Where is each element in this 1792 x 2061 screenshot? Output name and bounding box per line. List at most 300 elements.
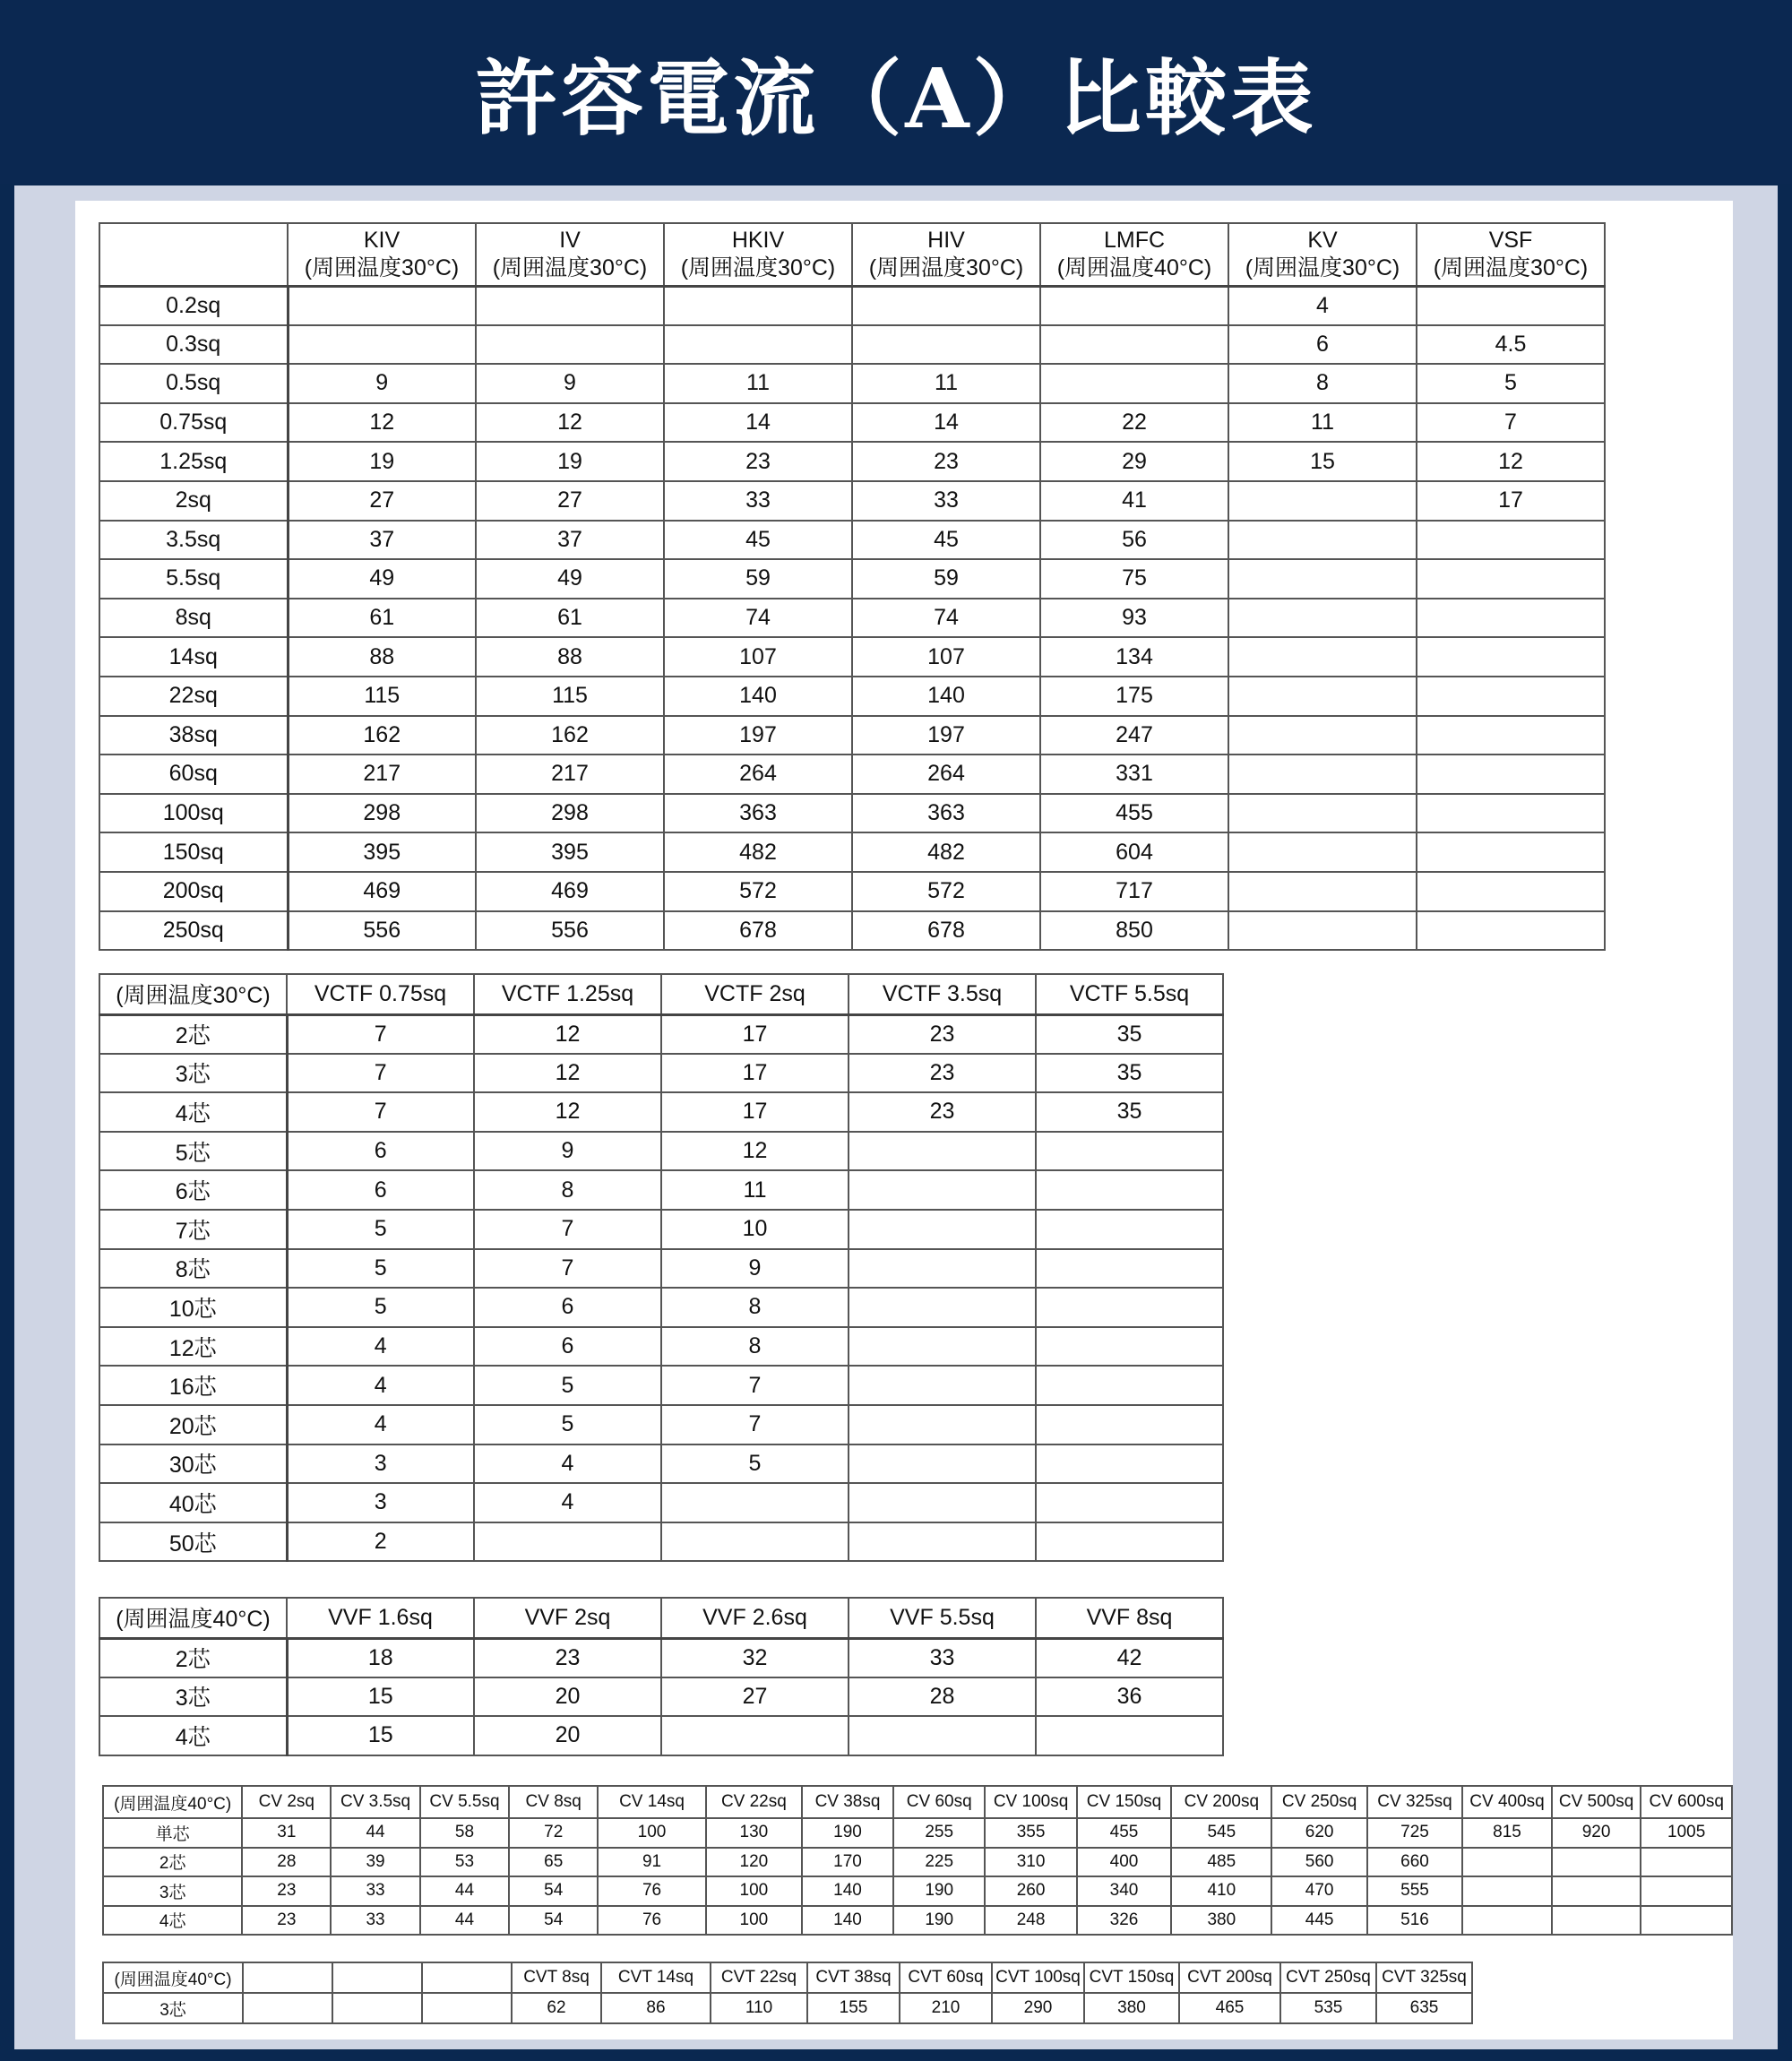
table-cell: [1417, 716, 1605, 755]
table-cell: 20: [474, 1716, 661, 1755]
table-cell: [1228, 481, 1417, 521]
column-header: CV 2sq: [242, 1786, 331, 1818]
table-cell: 660: [1367, 1848, 1462, 1877]
table-vvf: [99, 1597, 1224, 1756]
table-cell: 58: [420, 1818, 509, 1848]
table-cell: 49: [288, 559, 476, 599]
column-header: CVT 250sq: [1280, 1962, 1376, 1993]
table-row: [99, 1132, 1223, 1171]
table-cell: [664, 286, 852, 325]
table-cell: 35: [1036, 1014, 1223, 1054]
row-label: 50芯: [99, 1522, 287, 1562]
table-cell: 93: [1040, 599, 1228, 638]
table-cell: 5: [287, 1249, 474, 1289]
table-cell: 61: [288, 599, 476, 638]
table-cell: [1417, 911, 1605, 951]
table-cell: [849, 1288, 1036, 1327]
table-cell: 395: [288, 832, 476, 872]
row-label: 5芯: [99, 1132, 287, 1171]
table-cell: 6: [287, 1170, 474, 1210]
table-cell: [1036, 1327, 1223, 1367]
table-cell: [849, 1716, 1036, 1755]
column-header: [422, 1962, 512, 1993]
table-row: [103, 1818, 1732, 1848]
row-label: 1.25sq: [99, 442, 288, 481]
column-header: CV 38sq: [802, 1786, 893, 1818]
table-cell: [332, 1993, 422, 2023]
table-cell: 32: [661, 1638, 849, 1677]
row-label: 4芯: [103, 1906, 242, 1936]
table-cell: 556: [288, 911, 476, 951]
table-cell: 298: [288, 794, 476, 833]
table-cell: 247: [1040, 716, 1228, 755]
table-cell: 395: [476, 832, 664, 872]
column-header: VVF 2.6sq: [661, 1598, 849, 1638]
table-row: [103, 1906, 1732, 1936]
table-cell: 17: [661, 1054, 849, 1093]
column-header: [332, 1962, 422, 1993]
row-label: 2芯: [99, 1638, 287, 1677]
table-cell: 27: [288, 481, 476, 521]
table-cell: 4: [474, 1483, 661, 1522]
table-cell: [852, 325, 1040, 365]
table-cell: 18: [287, 1638, 474, 1677]
table-row: [99, 1327, 1223, 1367]
table-cell: [1228, 677, 1417, 716]
column-header: CV 325sq: [1367, 1786, 1462, 1818]
table-cell: 45: [664, 521, 852, 560]
table-cell: 465: [1179, 1993, 1280, 2023]
column-header: CV 200sq: [1171, 1786, 1271, 1818]
column-header-name: VSF: [1488, 227, 1533, 253]
table-cell: 54: [509, 1876, 598, 1906]
table-cell: 4: [287, 1366, 474, 1405]
table-cell: 7: [661, 1366, 849, 1405]
table-cell: 54: [509, 1906, 598, 1936]
row-label: 3芯: [99, 1054, 287, 1093]
table-cell: 140: [802, 1876, 893, 1906]
table-row: [99, 521, 1605, 560]
table-cell: [1641, 1906, 1732, 1936]
table-cell: 134: [1040, 637, 1228, 677]
row-label: 12芯: [99, 1327, 287, 1367]
table-cell: 5: [661, 1444, 849, 1484]
column-header-temp: (周囲温度30°C): [868, 254, 1024, 280]
table-cell: 100: [598, 1818, 706, 1848]
table-cell: [474, 1522, 661, 1562]
table-cell: [661, 1483, 849, 1522]
table-cell: [1036, 1405, 1223, 1444]
table-cell: 7: [287, 1054, 474, 1093]
table-cell: 7: [474, 1210, 661, 1249]
table-cell: 45: [852, 521, 1040, 560]
table-cell: 88: [476, 637, 664, 677]
table-cell: [288, 325, 476, 365]
column-header: [1228, 223, 1417, 286]
table-cell: 572: [852, 872, 1040, 911]
table-cell: 6: [474, 1327, 661, 1367]
table-cell: 100: [706, 1876, 802, 1906]
table-cell: 15: [287, 1677, 474, 1717]
table-cell: 678: [852, 911, 1040, 951]
table-cell: 620: [1271, 1818, 1366, 1848]
table-cell: 53: [420, 1848, 509, 1877]
table-cell: 9: [476, 364, 664, 403]
column-header: CV 150sq: [1077, 1786, 1171, 1818]
table-cell: 326: [1077, 1906, 1171, 1936]
table-cell: 74: [664, 599, 852, 638]
row-label: 14sq: [99, 637, 288, 677]
header-row: [103, 1786, 1732, 1818]
table-cell: 76: [598, 1906, 706, 1936]
column-header-temp: (周囲温度30°C): [492, 254, 648, 280]
column-header-name: IV: [559, 227, 581, 253]
column-header: [1417, 223, 1605, 286]
table-cell: 11: [664, 364, 852, 403]
corner-cell: (周囲温度40°C): [103, 1962, 243, 1993]
table-cell: [1036, 1288, 1223, 1327]
table-cell: [849, 1405, 1036, 1444]
table-row: [99, 1170, 1223, 1210]
table-cell: [1040, 364, 1228, 403]
table-cell: [1036, 1716, 1223, 1755]
table-cell: [849, 1483, 1036, 1522]
table-row: [99, 1366, 1223, 1405]
table-row: [99, 1014, 1223, 1054]
row-label: 2sq: [99, 481, 288, 521]
header-row: [99, 1598, 1223, 1638]
table-cell: 190: [802, 1818, 893, 1848]
row-label: 3芯: [103, 1876, 242, 1906]
table-row: [99, 755, 1605, 794]
table-row: [99, 403, 1605, 443]
table-cell: [1417, 559, 1605, 599]
table-cell: 7: [661, 1405, 849, 1444]
table-cell: [1228, 599, 1417, 638]
table-cell: 23: [852, 442, 1040, 481]
table-row: [99, 599, 1605, 638]
table-cell: 33: [331, 1906, 419, 1936]
table-cell: 635: [1376, 1993, 1472, 2023]
table-row: [99, 481, 1605, 521]
table-cell: 6: [1228, 325, 1417, 365]
column-header-name: HKIV: [731, 227, 785, 253]
table-row: [99, 1405, 1223, 1444]
table-cell: [1228, 521, 1417, 560]
table-cell: 11: [852, 364, 1040, 403]
table-cell: 120: [706, 1848, 802, 1877]
table-cell: 410: [1171, 1876, 1271, 1906]
column-header: CV 400sq: [1462, 1786, 1552, 1818]
column-header: CV 100sq: [985, 1786, 1077, 1818]
column-header: CV 5.5sq: [420, 1786, 509, 1818]
table-cell: [849, 1444, 1036, 1484]
table-cell: [476, 286, 664, 325]
column-header: CV 22sq: [706, 1786, 802, 1818]
table-cell: 355: [985, 1818, 1077, 1848]
table-cell: 717: [1040, 872, 1228, 911]
table-cell: [1228, 755, 1417, 794]
column-header: CV 500sq: [1552, 1786, 1641, 1818]
table-cell: 76: [598, 1876, 706, 1906]
table-cell: 12: [1417, 442, 1605, 481]
table-cell: 4: [287, 1405, 474, 1444]
table-cell: 23: [474, 1638, 661, 1677]
table-cell: [1552, 1848, 1641, 1877]
column-header: [243, 1962, 332, 1993]
table-row: [99, 832, 1605, 872]
content-frame: [14, 185, 1778, 2049]
table-cell: 23: [664, 442, 852, 481]
table-cell: 9: [474, 1132, 661, 1171]
table-cell: 12: [474, 1054, 661, 1093]
table-row: [103, 1993, 1472, 2023]
table-cell: 217: [288, 755, 476, 794]
row-label: 3.5sq: [99, 521, 288, 560]
column-header-temp: (周囲温度30°C): [304, 254, 460, 280]
table-cell: 482: [852, 832, 1040, 872]
row-label: 0.3sq: [99, 325, 288, 365]
column-header: CVT 325sq: [1376, 1962, 1472, 1993]
table-cell: 130: [706, 1818, 802, 1848]
column-header: CV 3.5sq: [331, 1786, 419, 1818]
table-cell: [1462, 1876, 1552, 1906]
table-cell: [476, 325, 664, 365]
row-label: 16芯: [99, 1366, 287, 1405]
table-row: [99, 1054, 1223, 1093]
row-label: 4芯: [99, 1092, 287, 1132]
table-cell: [1036, 1444, 1223, 1484]
table-row: [99, 1249, 1223, 1289]
table-cell: 5: [1417, 364, 1605, 403]
table-cell: 445: [1271, 1906, 1366, 1936]
table-cell: 44: [420, 1876, 509, 1906]
header-row: [103, 1962, 1472, 1993]
column-header: VCTF 0.75sq: [287, 974, 474, 1014]
header-row: [99, 223, 1605, 286]
table-row: [99, 286, 1605, 325]
table-cell: 7: [287, 1092, 474, 1132]
table-row: [99, 637, 1605, 677]
table-cell: 15: [1228, 442, 1417, 481]
table-row: [99, 325, 1605, 365]
table-cell: 560: [1271, 1848, 1366, 1877]
table-cell: 4: [287, 1327, 474, 1367]
table-cell: [1641, 1876, 1732, 1906]
table-cell: 35: [1036, 1092, 1223, 1132]
table-cell: 33: [664, 481, 852, 521]
table-cell: 815: [1462, 1818, 1552, 1848]
table-cell: 340: [1077, 1876, 1171, 1906]
table-cell: 380: [1084, 1993, 1179, 2023]
table-cell: [243, 1993, 332, 2023]
table-cell: 210: [900, 1993, 992, 2023]
table-cell: 217: [476, 755, 664, 794]
table-cell: 72: [509, 1818, 598, 1848]
table-cell: 107: [852, 637, 1040, 677]
table-cell: 49: [476, 559, 664, 599]
column-header-name: KV: [1307, 227, 1338, 253]
table-cell: [1228, 637, 1417, 677]
table-cell: 255: [893, 1818, 985, 1848]
table-cell: 2: [287, 1522, 474, 1562]
table-sheet: [75, 201, 1733, 2039]
table-cell: 22: [1040, 403, 1228, 443]
table-cell: [1228, 716, 1417, 755]
table-cell: 27: [661, 1677, 849, 1717]
table-cell: 59: [852, 559, 1040, 599]
table-cell: 469: [476, 872, 664, 911]
table-cell: 23: [242, 1876, 331, 1906]
table-cell: 110: [711, 1993, 807, 2023]
table-cell: 380: [1171, 1906, 1271, 1936]
table-cell: 12: [474, 1092, 661, 1132]
table-cell: 115: [288, 677, 476, 716]
table-cell: 140: [802, 1906, 893, 1936]
table-cell: 12: [661, 1132, 849, 1171]
table-cell: 1005: [1641, 1818, 1732, 1848]
table-cell: 15: [287, 1716, 474, 1755]
table-cell: 5: [474, 1405, 661, 1444]
table-cell: [661, 1716, 849, 1755]
table-vctf: [99, 973, 1224, 1562]
table-cell: 331: [1040, 755, 1228, 794]
row-label: 4芯: [99, 1716, 287, 1755]
table-cell: 37: [288, 521, 476, 560]
header-row: [99, 974, 1223, 1014]
row-label: 20芯: [99, 1405, 287, 1444]
table-cell: 725: [1367, 1818, 1462, 1848]
table-cell: 604: [1040, 832, 1228, 872]
table-cell: [1036, 1483, 1223, 1522]
table-cell: [1417, 755, 1605, 794]
row-label: 40芯: [99, 1483, 287, 1522]
table-cell: 23: [849, 1014, 1036, 1054]
table-cell: 455: [1040, 794, 1228, 833]
table-row: [99, 1483, 1223, 1522]
table-row: [103, 1876, 1732, 1906]
table-row: [99, 794, 1605, 833]
table-cell: [849, 1210, 1036, 1249]
table-cell: 8: [661, 1327, 849, 1367]
table-cell: 197: [852, 716, 1040, 755]
row-label: 3芯: [99, 1677, 287, 1717]
row-label: 22sq: [99, 677, 288, 716]
table-cell: [1552, 1876, 1641, 1906]
table-cell: 190: [893, 1906, 985, 1936]
column-header: [664, 223, 852, 286]
table-cell: 107: [664, 637, 852, 677]
table-cell: 88: [288, 637, 476, 677]
table-cell: 75: [1040, 559, 1228, 599]
table-cell: 91: [598, 1848, 706, 1877]
column-header-temp: (周囲温度30°C): [1245, 254, 1400, 280]
table-cell: 260: [985, 1876, 1077, 1906]
column-header-temp: (周囲温度30°C): [680, 254, 836, 280]
table-cell: 485: [1171, 1848, 1271, 1877]
table-cell: 363: [664, 794, 852, 833]
table-cell: 298: [476, 794, 664, 833]
table-cell: 155: [807, 1993, 900, 2023]
table-row: [99, 1444, 1223, 1484]
table-cell: [1228, 872, 1417, 911]
column-header-name: HIV: [927, 227, 965, 253]
table-cell: [1552, 1906, 1641, 1936]
table-cell: 59: [664, 559, 852, 599]
table-row: [99, 872, 1605, 911]
table-cell: 86: [601, 1993, 711, 2023]
table-cell: [1036, 1210, 1223, 1249]
table-cvt: [102, 1962, 1473, 2024]
column-header: VCTF 5.5sq: [1036, 974, 1223, 1014]
row-label: 30芯: [99, 1444, 287, 1484]
table-cell: [849, 1249, 1036, 1289]
row-label: 0.5sq: [99, 364, 288, 403]
table-cell: [1228, 911, 1417, 951]
table-cell: 572: [664, 872, 852, 911]
table-cell: 140: [852, 677, 1040, 716]
table-cell: 162: [288, 716, 476, 755]
page-title: 許容電流（A）比較表: [475, 49, 1317, 147]
table-cell: 28: [849, 1677, 1036, 1717]
table-cell: [1228, 832, 1417, 872]
table-row: [99, 1092, 1223, 1132]
table-cell: 19: [288, 442, 476, 481]
table-cell: 310: [985, 1848, 1077, 1877]
table-cell: 20: [474, 1677, 661, 1717]
table-cell: 37: [476, 521, 664, 560]
row-label: 8sq: [99, 599, 288, 638]
row-label: 200sq: [99, 872, 288, 911]
table-cell: 363: [852, 794, 1040, 833]
column-header-name: KIV: [363, 227, 401, 253]
row-label: 2芯: [99, 1014, 287, 1054]
table-cell: 4.5: [1417, 325, 1605, 365]
table-cell: 33: [331, 1876, 419, 1906]
table-cell: 225: [893, 1848, 985, 1877]
row-label: 10芯: [99, 1288, 287, 1327]
table-cell: [1036, 1522, 1223, 1562]
table-cell: 545: [1171, 1818, 1271, 1848]
table-cell: [1036, 1132, 1223, 1171]
column-header: [1040, 223, 1228, 286]
table-cell: 264: [852, 755, 1040, 794]
column-header: [476, 223, 664, 286]
table-cell: 31: [242, 1818, 331, 1848]
column-header: CVT 14sq: [601, 1962, 711, 1993]
table-cell: 23: [242, 1906, 331, 1936]
table-row: [99, 1638, 1223, 1677]
table-cell: 4: [474, 1444, 661, 1484]
column-header: CVT 100sq: [992, 1962, 1084, 1993]
table-cell: 6: [287, 1132, 474, 1171]
corner-cell: [99, 223, 288, 286]
table-cell: 4: [1228, 286, 1417, 325]
table-cell: 7: [474, 1249, 661, 1289]
table-cell: 29: [1040, 442, 1228, 481]
row-label: 6芯: [99, 1170, 287, 1210]
table-cell: [1417, 832, 1605, 872]
table-cell: [852, 286, 1040, 325]
table-cell: [1417, 286, 1605, 325]
row-label: 100sq: [99, 794, 288, 833]
column-header: CVT 22sq: [711, 1962, 807, 1993]
table-cell: [849, 1522, 1036, 1562]
column-header: CVT 38sq: [807, 1962, 900, 1993]
table-cell: [1417, 677, 1605, 716]
table-cell: 9: [661, 1249, 849, 1289]
row-label: 5.5sq: [99, 559, 288, 599]
